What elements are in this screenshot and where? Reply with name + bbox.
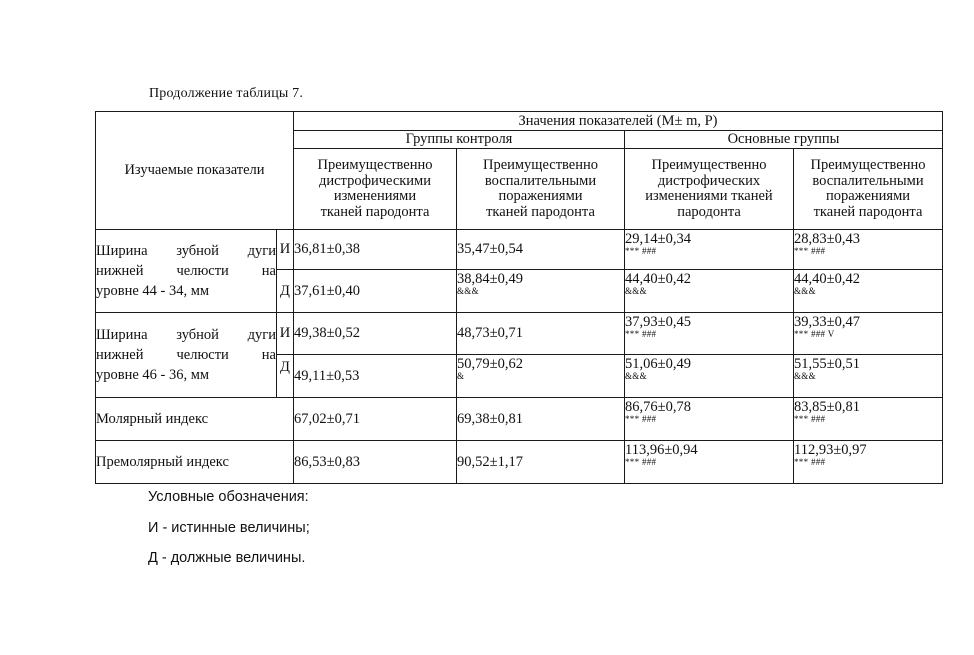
cell-significance: *** ### — [625, 414, 657, 424]
header-line: тканей пародонта — [486, 203, 595, 220]
row-label-premolar: Премолярный индекс — [96, 441, 294, 484]
header-line: Преимущественно — [651, 157, 767, 173]
table-cell — [794, 441, 943, 484]
table-cell — [457, 355, 625, 398]
table-row — [96, 230, 943, 270]
legend-item: И - истинные величины; — [148, 520, 310, 536]
row-label-line: уровне 46 - 36, мм — [96, 367, 210, 383]
header-sub-control-dystrophic — [294, 149, 457, 230]
table-cell: 49,11±0,53 — [294, 355, 457, 398]
header-line: Преимущественно — [482, 157, 599, 173]
table-cell — [794, 230, 943, 270]
header-line: Преимущественно — [810, 157, 926, 173]
cell-significance: &&& — [625, 286, 647, 296]
cell-significance: &&& — [794, 286, 816, 296]
cell-value: 51,06±0,49 — [625, 356, 691, 372]
row-label-arc-46-36 — [96, 313, 277, 398]
cell-value: 50,79±0,62 — [457, 356, 523, 372]
row-code: Д — [277, 355, 294, 398]
cell-value: 28,83±0,43 — [794, 231, 860, 247]
header-line: поражениями — [498, 188, 583, 204]
table-row — [96, 313, 943, 355]
header-sub-main-dystrophic — [625, 149, 794, 230]
table-cell: 37,61±0,40 — [294, 270, 457, 313]
cell-value: 38,84±0,49 — [457, 271, 523, 287]
cell-value: 113,96±0,94 — [625, 442, 698, 458]
cell-value: 37,93±0,45 — [625, 314, 691, 330]
table-cell: 49,38±0,52 — [294, 313, 457, 355]
table-row — [96, 441, 943, 484]
table-cell: 90,52±1,17 — [457, 441, 625, 484]
cell-significance: &&& — [625, 371, 647, 381]
cell-value: 39,33±0,47 — [794, 314, 860, 330]
cell-value: 44,40±0,42 — [794, 271, 860, 287]
row-label-line: нижней челюсти на — [96, 347, 276, 363]
header-values: Значения показателей (M± m, P) — [294, 112, 943, 131]
header-line: дистрофических — [657, 172, 761, 189]
cell-value: 51,55±0,51 — [794, 356, 860, 372]
row-label-line: Ширина зубной дуги — [96, 327, 276, 343]
table-cell — [625, 270, 794, 313]
cell-significance: *** ### — [794, 457, 826, 467]
cell-value: 44,40±0,42 — [625, 271, 691, 287]
legend-item: Д - должные величины. — [148, 550, 306, 566]
cell-significance: &&& — [794, 371, 816, 381]
cell-significance: &&& — [457, 286, 479, 296]
cell-value: 112,93±0,97 — [794, 442, 867, 458]
row-label-line: Ширина зубной дуги — [96, 243, 276, 259]
row-code: И — [277, 230, 294, 270]
header-line: пародонта — [677, 203, 741, 220]
header-line: воспалительными — [812, 172, 924, 189]
cell-value: 86,76±0,78 — [625, 399, 691, 415]
table-cell — [794, 355, 943, 398]
table-cell: 69,38±0,81 — [457, 398, 625, 441]
table-cell — [794, 270, 943, 313]
table-row — [96, 398, 943, 441]
row-label-line: уровне 44 - 34, мм — [96, 283, 210, 299]
cell-significance: & — [457, 371, 465, 381]
table-cell: 86,53±0,83 — [294, 441, 457, 484]
table-cell — [625, 230, 794, 270]
header-line: изменениями — [333, 188, 417, 204]
header-line: дистрофическими — [318, 172, 431, 189]
table-cell — [794, 313, 943, 355]
header-line: воспалительными — [484, 172, 597, 189]
header-sub-control-inflammatory — [457, 149, 625, 230]
row-label-line: нижней челюсти на — [96, 263, 276, 279]
table-cell: 67,02±0,71 — [294, 398, 457, 441]
row-code: И — [277, 313, 294, 355]
cell-significance: *** ### — [625, 329, 657, 339]
data-table — [95, 111, 943, 484]
table-cell — [625, 441, 794, 484]
cell-value: 29,14±0,34 — [625, 231, 691, 247]
header-line: тканей пародонта — [813, 203, 923, 220]
table-cell — [794, 398, 943, 441]
table-caption: Продолжение таблицы 7. — [149, 86, 304, 101]
row-label-molar: Молярный индекс — [96, 398, 294, 441]
header-control-groups: Группы контроля — [294, 131, 625, 149]
table-cell: 48,73±0,71 — [457, 313, 625, 355]
header-line: Преимущественно — [317, 157, 433, 173]
legend-title: Условные обозначения: — [148, 489, 309, 505]
cell-significance: *** ### — [794, 246, 826, 256]
table-cell: 35,47±0,54 — [457, 230, 625, 270]
header-line: тканей пародонта — [320, 203, 430, 220]
table-cell — [625, 313, 794, 355]
cell-significance: *** ### V — [794, 329, 835, 339]
table-cell — [625, 398, 794, 441]
cell-significance: *** ### — [625, 457, 657, 467]
cell-significance: *** ### — [625, 246, 657, 256]
header-main-groups: Основные группы — [625, 131, 943, 149]
table-cell — [625, 355, 794, 398]
table-cell — [457, 270, 625, 313]
header-sub-main-inflammatory — [794, 149, 943, 230]
cell-significance: *** ### — [794, 414, 826, 424]
header-indicators: Изучаемые показатели — [96, 112, 294, 230]
header-line: поражениями — [825, 188, 911, 204]
row-label-arc-44-34 — [96, 230, 277, 313]
cell-value: 83,85±0,81 — [794, 399, 860, 415]
table-cell: 36,81±0,38 — [294, 230, 457, 270]
header-line: изменениями тканей — [645, 188, 773, 204]
row-code: Д — [277, 270, 294, 313]
